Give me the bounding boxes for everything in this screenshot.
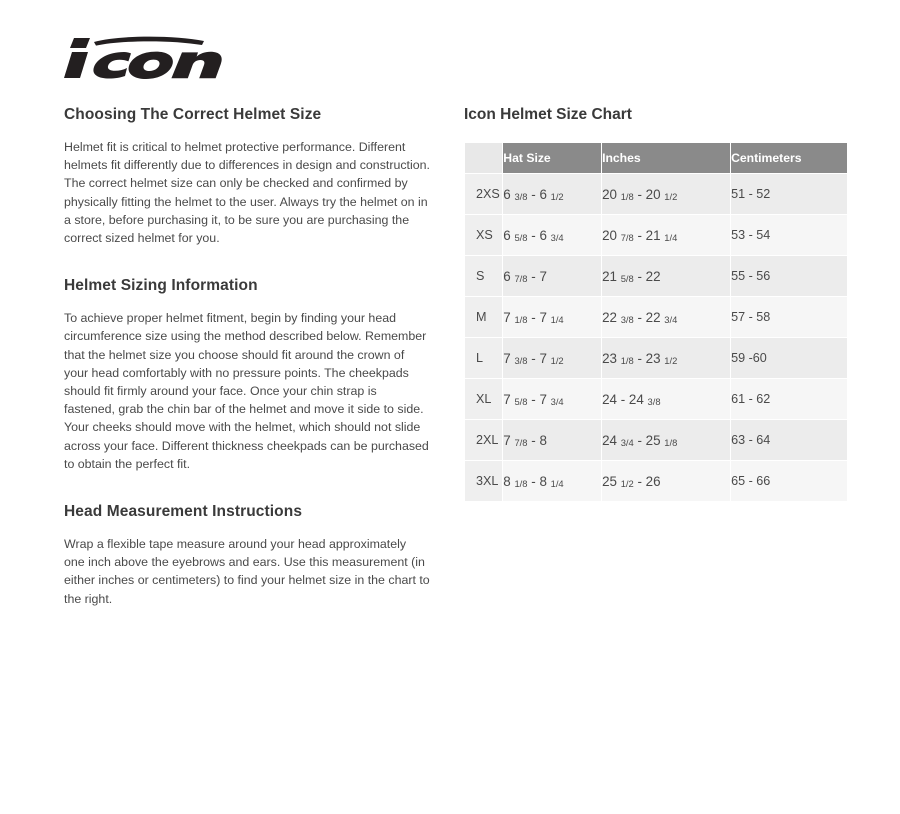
centimeters-cell: 51 - 52 <box>731 174 848 215</box>
section-body-head-measurement: Wrap a flexible tape measure around your head approximately one inch above the eyebrows and ears. Use this measurement (in either inches or centimeters) to find your helmet size in the chart to the right. <box>64 537 430 606</box>
section-choosing-correct-size <box>64 106 430 247</box>
hat-size-cell: 6 3/8 - 6 1/2 <box>503 174 602 215</box>
hat-size-cell: 6 7/8 - 7 <box>503 256 602 297</box>
size-label-cell: XL <box>465 379 503 420</box>
section-title-head-measurement: Head Measurement Instructions <box>64 503 303 521</box>
table-row <box>465 379 848 420</box>
inches-cell: 24 - 24 3/8 <box>602 379 731 420</box>
table-row <box>465 420 848 461</box>
hat-size-cell: 7 5/8 - 7 3/4 <box>503 379 602 420</box>
centimeters-cell: 53 - 54 <box>731 215 848 256</box>
inches-cell: 20 1/8 - 20 1/2 <box>602 174 731 215</box>
table-header-inches: Inches <box>602 143 731 174</box>
size-label-cell: XS <box>465 215 503 256</box>
section-helmet-sizing-info <box>64 277 430 473</box>
centimeters-cell: 57 - 58 <box>731 297 848 338</box>
centimeters-cell: 55 - 56 <box>731 256 848 297</box>
size-label-cell: L <box>465 338 503 379</box>
table-row <box>465 174 848 215</box>
centimeters-cell: 65 - 66 <box>731 461 848 502</box>
centimeters-cell: 63 - 64 <box>731 420 848 461</box>
section-body-choosing: Helmet fit is critical to helmet protective performance. Different helmets fit differently due to differences in design and construction. The correct helmet size can only be checked and confirmed by physically fitting the helmet to the user. Always try the helmet on in a store, before purchasing it, to be sure you are purchasing the correct sized helmet for you. <box>64 140 430 246</box>
hat-size-cell: 8 1/8 - 8 1/4 <box>503 461 602 502</box>
icon-logo <box>64 36 240 80</box>
table-head <box>465 143 848 174</box>
inches-cell: 21 5/8 - 22 <box>602 256 731 297</box>
left-content-column <box>64 106 430 630</box>
size-label-cell: 2XS <box>465 174 503 215</box>
helmet-size-table <box>464 142 848 502</box>
table-row <box>465 338 848 379</box>
section-head-measurement <box>64 503 430 608</box>
table-header-centimeters: Centimeters <box>731 143 848 174</box>
table-row <box>465 256 848 297</box>
table-row <box>465 215 848 256</box>
inches-cell: 23 1/8 - 23 1/2 <box>602 338 731 379</box>
size-chart-title: Icon Helmet Size Chart <box>464 106 632 123</box>
hat-size-cell: 6 5/8 - 6 3/4 <box>503 215 602 256</box>
hat-size-cell: 7 1/8 - 7 1/4 <box>503 297 602 338</box>
size-label-cell: 3XL <box>465 461 503 502</box>
table-body <box>465 174 848 502</box>
size-label-cell: S <box>465 256 503 297</box>
section-title-choosing: Choosing The Correct Helmet Size <box>64 106 322 123</box>
size-label-cell: M <box>465 297 503 338</box>
size-chart-column <box>464 106 848 502</box>
inches-cell: 25 1/2 - 26 <box>602 461 731 502</box>
section-body-sizing-info: To achieve proper helmet fitment, begin by finding your head circumference size using the method described below. Remember that the helmet size you choose should fit around the crown of your head comfortably with no pressure points. The cheekpads should fit firmly around your face. Once your chin strap is fastened, grab the chin bar of the helmet and move it side to side. Your cheeks should move with the helmet, which should not slide across your face. Different thickness cheekpads can be purchased to obtain the perfect fit. <box>64 311 429 471</box>
inches-cell: 20 7/8 - 21 1/4 <box>602 215 731 256</box>
size-label-cell: 2XL <box>465 420 503 461</box>
table-header-blank <box>465 143 503 174</box>
centimeters-cell: 59 -60 <box>731 338 848 379</box>
centimeters-cell: 61 - 62 <box>731 379 848 420</box>
table-header-hat-size: Hat Size <box>503 143 602 174</box>
hat-size-cell: 7 7/8 - 8 <box>503 420 602 461</box>
hat-size-cell: 7 3/8 - 7 1/2 <box>503 338 602 379</box>
table-row <box>465 461 848 502</box>
table-header-row <box>465 143 848 174</box>
table-row <box>465 297 848 338</box>
inches-cell: 22 3/8 - 22 3/4 <box>602 297 731 338</box>
section-title-sizing-info: Helmet Sizing Information <box>64 277 258 295</box>
inches-cell: 24 3/4 - 25 1/8 <box>602 420 731 461</box>
